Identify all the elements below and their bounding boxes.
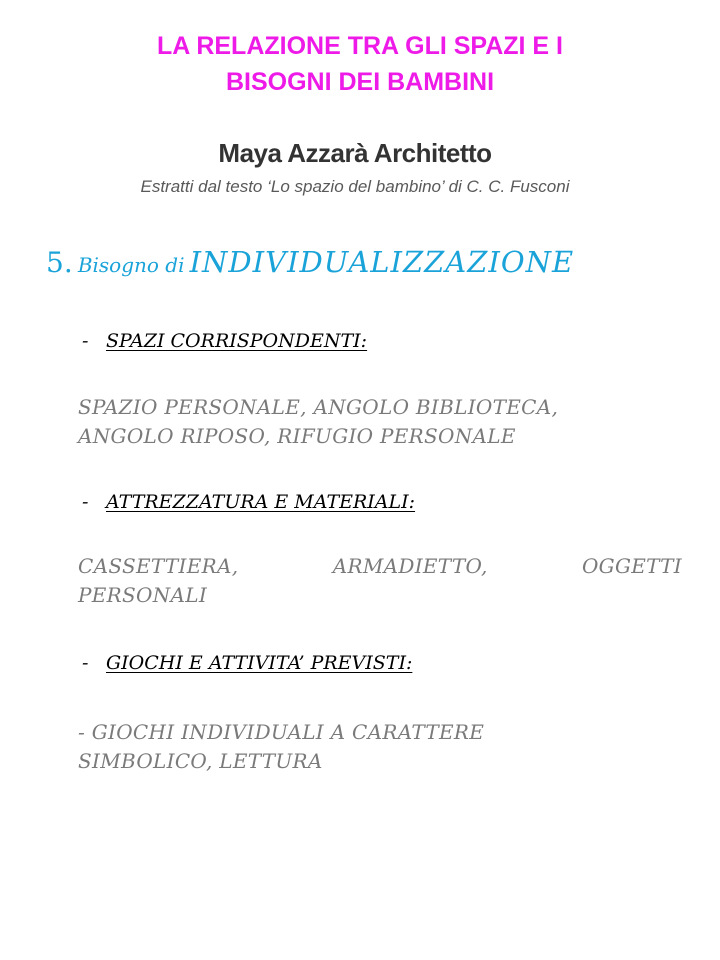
section-label-big: INDIVIDUALIZZAZIONE [189,245,575,279]
body-word: OGGETTI [581,554,682,578]
section-label-small: Bisogno di [77,253,185,277]
title-line-1: LA RELAZIONE TRA GLI SPAZI E I [156,32,564,60]
body-line: ANGOLO RIPOSO, RIFUGIO PERSONALE [78,424,516,448]
body-line-justified [78,552,682,581]
body-line: - GIOCHI INDIVIDUALI A CARATTERE [78,720,485,744]
bullet-dash: - [82,330,89,352]
author-name: Maya Azzarà Architetto [218,138,492,168]
slide-title [0,28,720,100]
body-attrezzatura [78,552,682,610]
bullet-heading-attrezzatura [82,491,415,513]
body-line: PERSONALI [78,583,208,607]
body-word: ARMADIETTO, [332,554,488,578]
source-citation: Estratti dal testo ‘Lo spazio del bambino’ di C. C. Fusconi [140,177,570,196]
bullet-label: ATTREZZATURA E MATERIALI: [106,491,416,513]
body-giochi [78,718,682,776]
body-spazi [78,393,682,451]
body-line: SPAZIO PERSONALE, ANGOLO BIBLIOTECA, [78,395,559,419]
bullet-label: SPAZI CORRISPONDENTI: [106,330,368,352]
bullet-heading-giochi [82,652,412,674]
bullet-label: GIOCHI E ATTIVITA’ PREVISTI: [106,652,413,674]
bullet-heading-spazi [82,330,367,352]
body-word: CASSETTIERA, [78,554,239,578]
section-number: 5. [46,246,73,279]
section-heading [46,245,574,279]
body-line: SIMBOLICO, LETTURA [78,749,323,773]
bullet-dash: - [82,652,89,674]
title-line-2: BISOGNI DEI BAMBINI [225,68,495,96]
bullet-dash: - [82,491,89,513]
